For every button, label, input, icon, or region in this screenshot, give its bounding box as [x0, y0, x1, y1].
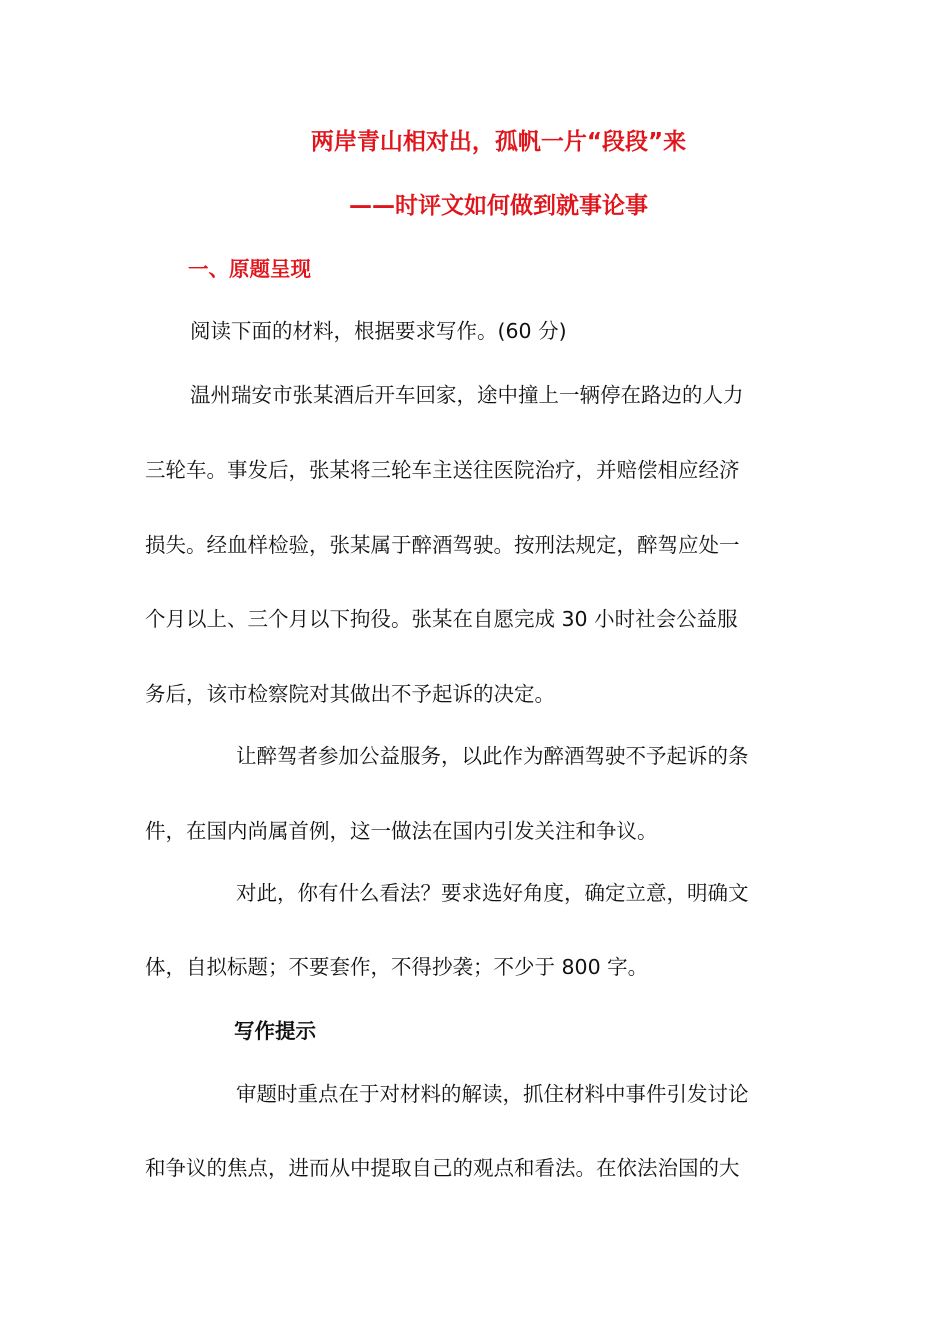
document-title: 两岸青山相对出，孤帆一片“段段”来 — [310, 129, 687, 155]
text-line: 和争议的焦点，进而从中提取自己的观点和看法。在依法治国的大 — [145, 1156, 740, 1180]
text-line: 件，在国内尚属首例，这一做法在国内引发关注和争议。 — [145, 819, 658, 843]
text-line: 审题时重点在于对材料的解读，抓住材料中事件引发讨论 — [236, 1082, 749, 1106]
text-line: 体，自拟标题；不要套作，不得抄袭；不少于 800 字。 — [145, 955, 649, 979]
text-line: 阅读下面的材料，根据要求写作。(60 分) — [190, 319, 567, 343]
text-line: 三轮车。事发后，张某将三轮车主送往医院治疗，并赔偿相应经济 — [145, 458, 740, 482]
text-line: 损失。经血样检验，张某属于醉酒驾驶。按刑法规定，醉驾应处一 — [145, 533, 740, 557]
text-line: 对此，你有什么看法？要求选好角度，确定立意，明确文 — [236, 881, 749, 905]
text-line: 个月以上、三个月以下拘役。张某在自愿完成 30 小时社会公益服 — [145, 607, 738, 631]
document-subtitle: ——时评文如何做到就事论事 — [349, 193, 648, 219]
writing-tips-heading: 写作提示 — [234, 1019, 316, 1043]
text-line: 务后，该市检察院对其做出不予起诉的决定。 — [145, 682, 555, 706]
section-heading: 一、原题呈现 — [188, 257, 311, 281]
text-line: 让醉驾者参加公益服务，以此作为醉酒驾驶不予起诉的条 — [236, 744, 749, 768]
text-line: 温州瑞安市张某酒后开车回家，途中撞上一辆停在路边的人力 — [190, 383, 744, 407]
